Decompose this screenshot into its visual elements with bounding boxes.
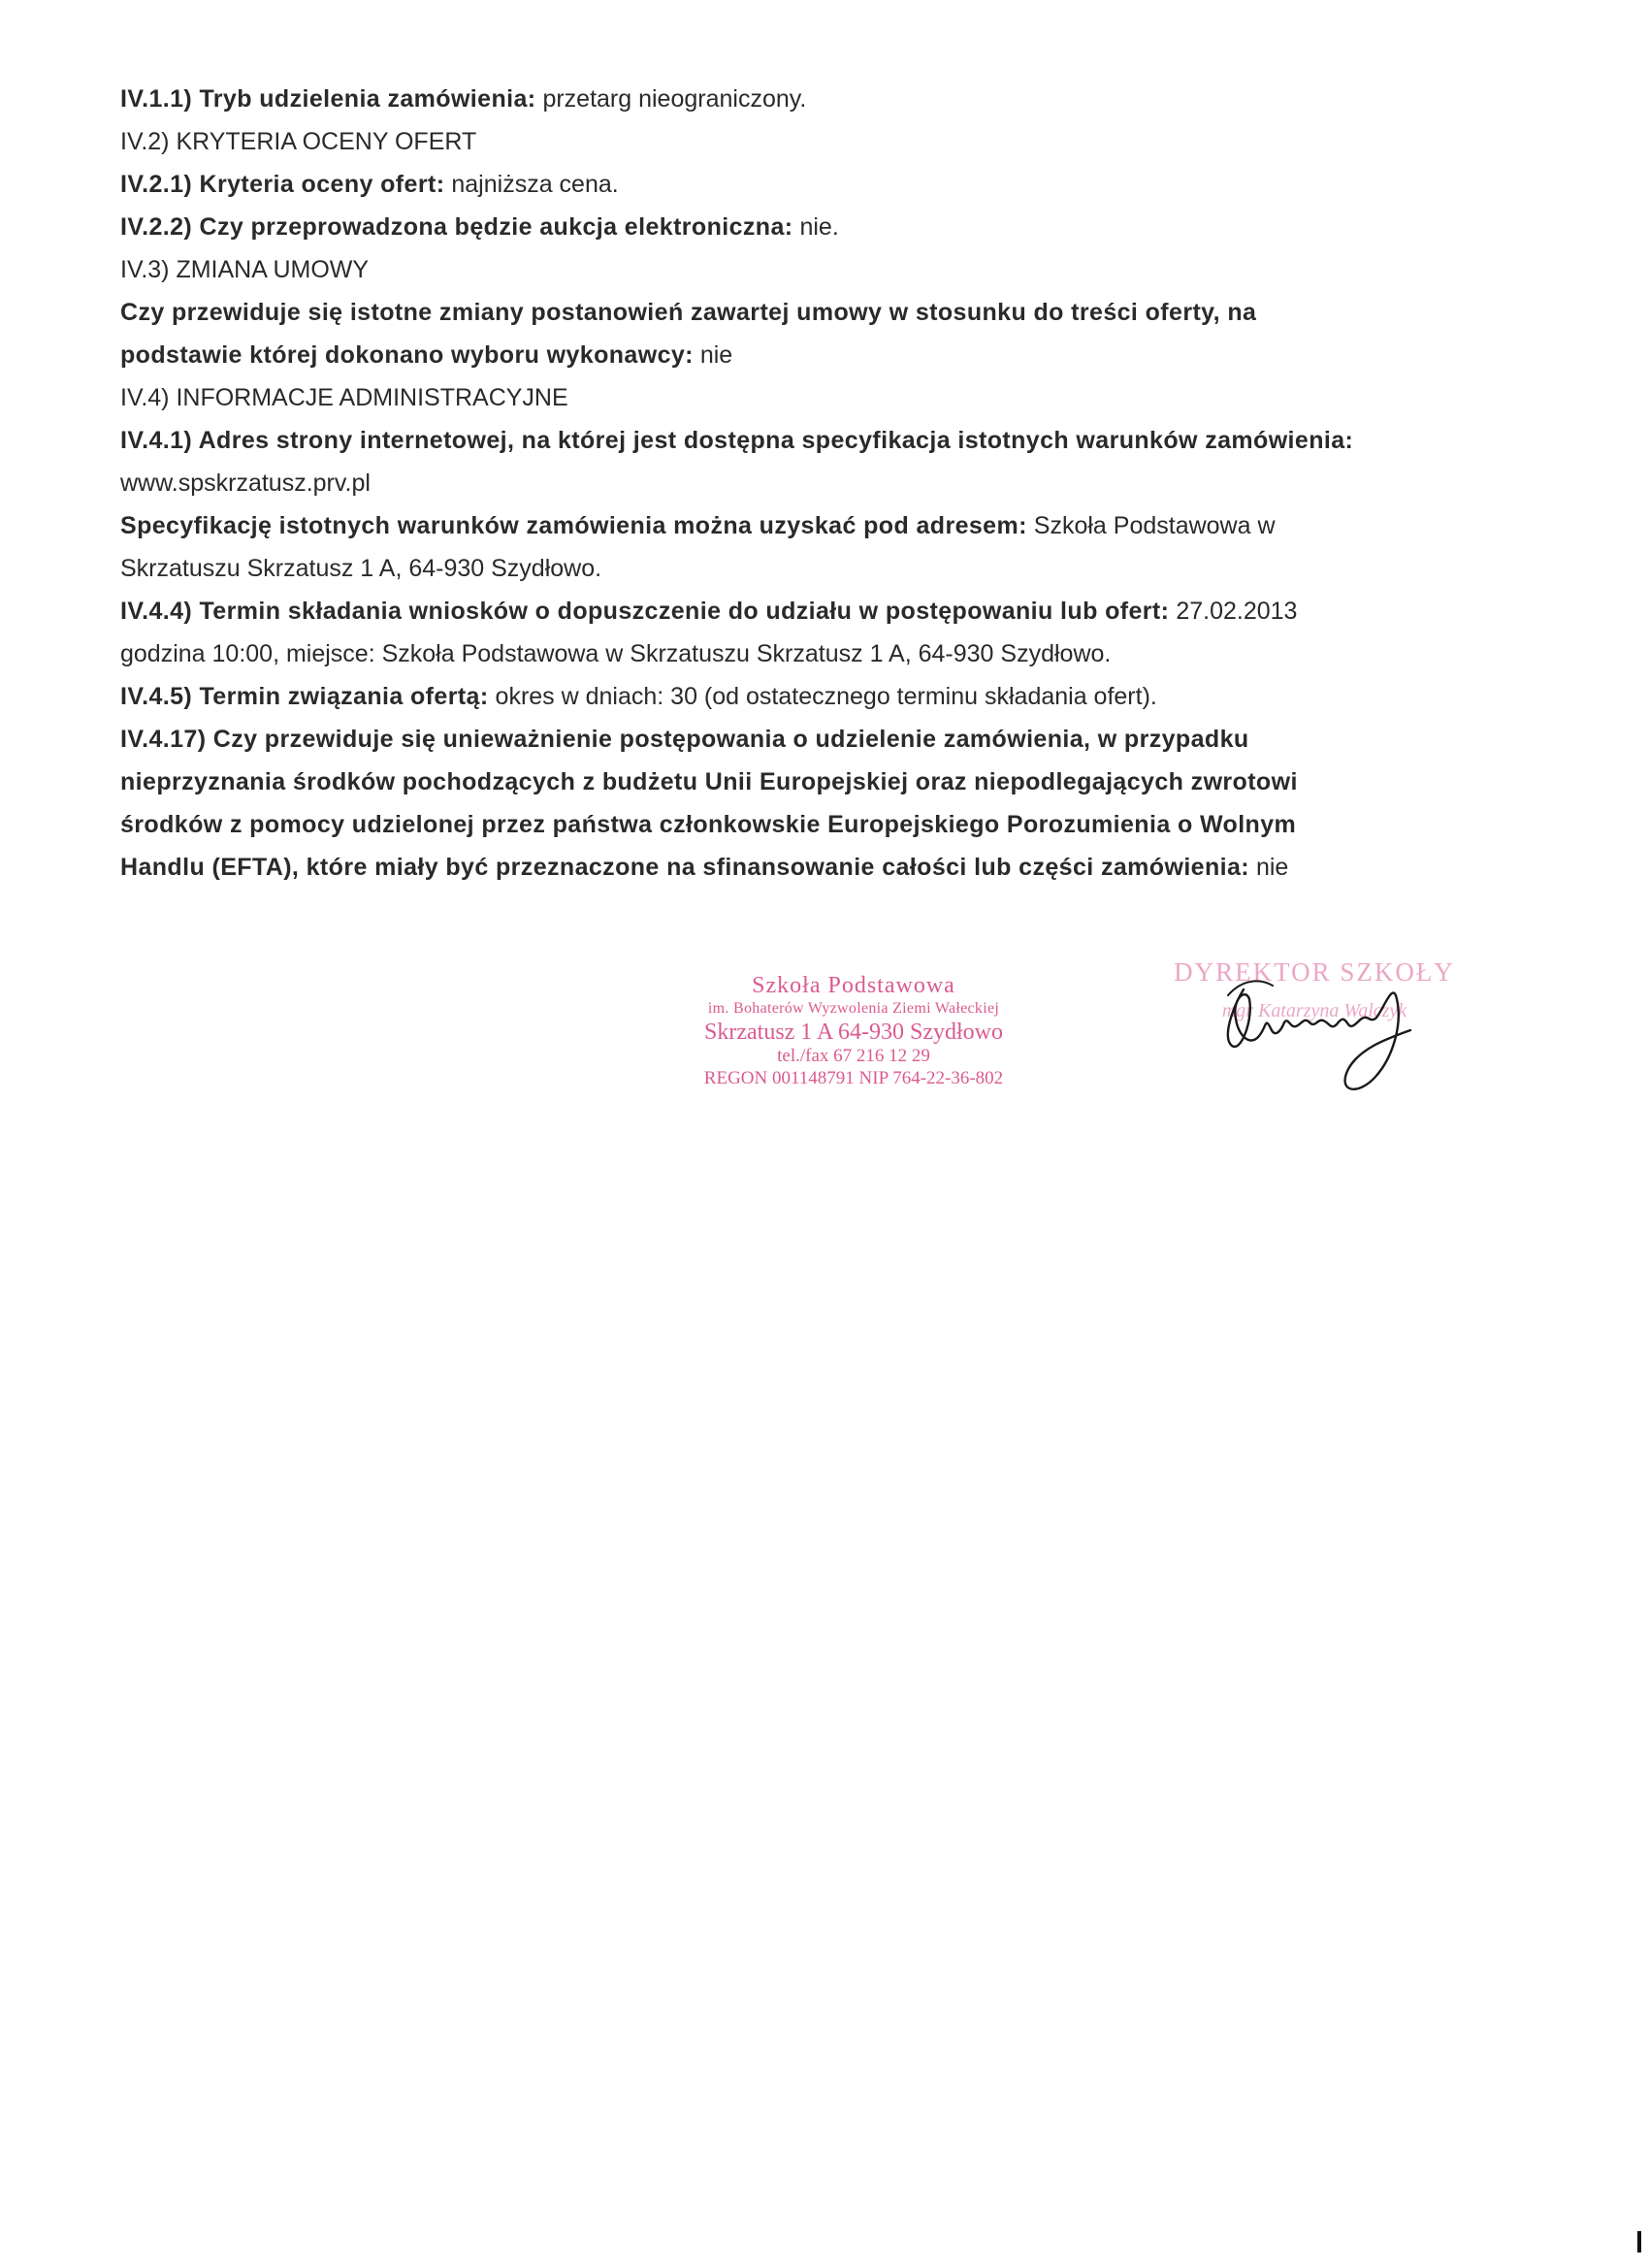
line-value: Skrzatuszu Skrzatusz 1 A, 64-930 Szydłowo.	[120, 555, 602, 582]
line-label: Handlu (EFTA), które miały być przeznaczone na sfinansowanie całości lub części zamówienia:	[120, 854, 1250, 881]
scan-edge-mark	[1637, 2231, 1641, 2252]
line-value: nie	[693, 341, 733, 369]
text-line	[120, 632, 1556, 675]
stamp-phone: tel./fax 67 216 12 29	[777, 1046, 930, 1066]
text-line	[120, 547, 1556, 590]
text-line	[120, 78, 1556, 120]
line-label: IV.4.1) Adres strony internetowej, na której jest dostępna specyfikacja istotnych warunków zamówienia:	[120, 427, 1354, 454]
stamp-patron: im. Bohaterów Wyzwolenia Ziemi Wałeckiej	[707, 1000, 1000, 1017]
text-line	[120, 761, 1556, 803]
line-label: IV.4.4) Termin składania wniosków o dopuszczenie do udziału w postępowaniu lub ofert:	[120, 598, 1170, 625]
text-line	[120, 206, 1556, 248]
line-value: okres w dniach: 30 (od ostatecznego terminu składania ofert).	[488, 683, 1157, 710]
stamp-regon-nip: REGON 001148791 NIP 764-22-36-802	[703, 1068, 1004, 1088]
line-value: przetarg nieograniczony.	[535, 85, 807, 113]
line-value: godzina 10:00, miejsce: Szkoła Podstawowa w Skrzatuszu Skrzatusz 1 A, 64-930 Szydłowo.	[120, 640, 1112, 667]
line-label: IV.4.5) Termin związania ofertą:	[120, 683, 489, 710]
text-line	[120, 248, 1556, 291]
text-line	[120, 163, 1556, 206]
text-line	[120, 462, 1556, 504]
line-value: Szkoła Podstawowa w	[1026, 512, 1276, 539]
line-label: nieprzyznania środków pochodzących z budżetu Unii Europejskiej oraz niepodlegających zwrotowi	[120, 768, 1298, 795]
line-label: Czy przewiduje się istotne zmiany postanowień zawartej umowy w stosunku do treści oferty, na	[120, 299, 1257, 326]
section-heading: IV.4) INFORMACJE ADMINISTRACYJNE	[120, 384, 568, 411]
text-line	[120, 504, 1556, 547]
line-value: nie.	[792, 213, 839, 241]
stamp-address: Skrzatusz 1 A 64-930 Szydłowo	[704, 1020, 1003, 1045]
school-stamp	[640, 972, 1067, 1090]
text-line	[120, 291, 1556, 334]
line-label: IV.2.1) Kryteria oceny ofert:	[120, 171, 445, 198]
handwritten-signature	[1203, 960, 1455, 1106]
line-label: IV.2.2) Czy przeprowadzona będzie aukcja elektroniczna:	[120, 213, 793, 241]
line-label: IV.4.17) Czy przewiduje się unieważnienie postępowania o udzielenie zamówienia, w przypadku	[120, 726, 1249, 753]
text-line	[120, 846, 1556, 889]
text-line	[120, 675, 1556, 718]
text-line	[120, 718, 1556, 761]
line-value: nie	[1249, 854, 1289, 881]
text-line	[120, 334, 1556, 376]
document-body	[120, 78, 1556, 889]
line-label: Specyfikację istotnych warunków zamówienia można uzyskać pod adresem:	[120, 512, 1027, 539]
line-label: podstawie której dokonano wyboru wykonawcy:	[120, 341, 694, 369]
section-heading: IV.2) KRYTERIA OCENY OFERT	[120, 128, 477, 155]
text-line	[120, 803, 1556, 846]
line-value: 27.02.2013	[1169, 598, 1298, 625]
website-url: www.spskrzatusz.prv.pl	[120, 470, 371, 497]
director-name: mgr Katarzyna Walczyk	[1221, 1000, 1407, 1021]
text-line	[120, 120, 1556, 163]
line-label: środków z pomocy udzielonej przez państwa członkowskie Europejskiego Porozumienia o Wolnym	[120, 811, 1297, 838]
text-line	[120, 590, 1556, 632]
stamp-school-name: Szkoła Podstawowa	[752, 973, 955, 998]
section-heading: IV.3) ZMIANA UMOWY	[120, 256, 370, 283]
text-line	[120, 419, 1556, 462]
text-line	[120, 376, 1556, 419]
director-title: DYREKTOR SZKOŁY	[1174, 957, 1455, 987]
line-value: najniższa cena.	[444, 171, 619, 198]
line-label: IV.1.1) Tryb udzielenia zamówienia:	[120, 85, 536, 113]
